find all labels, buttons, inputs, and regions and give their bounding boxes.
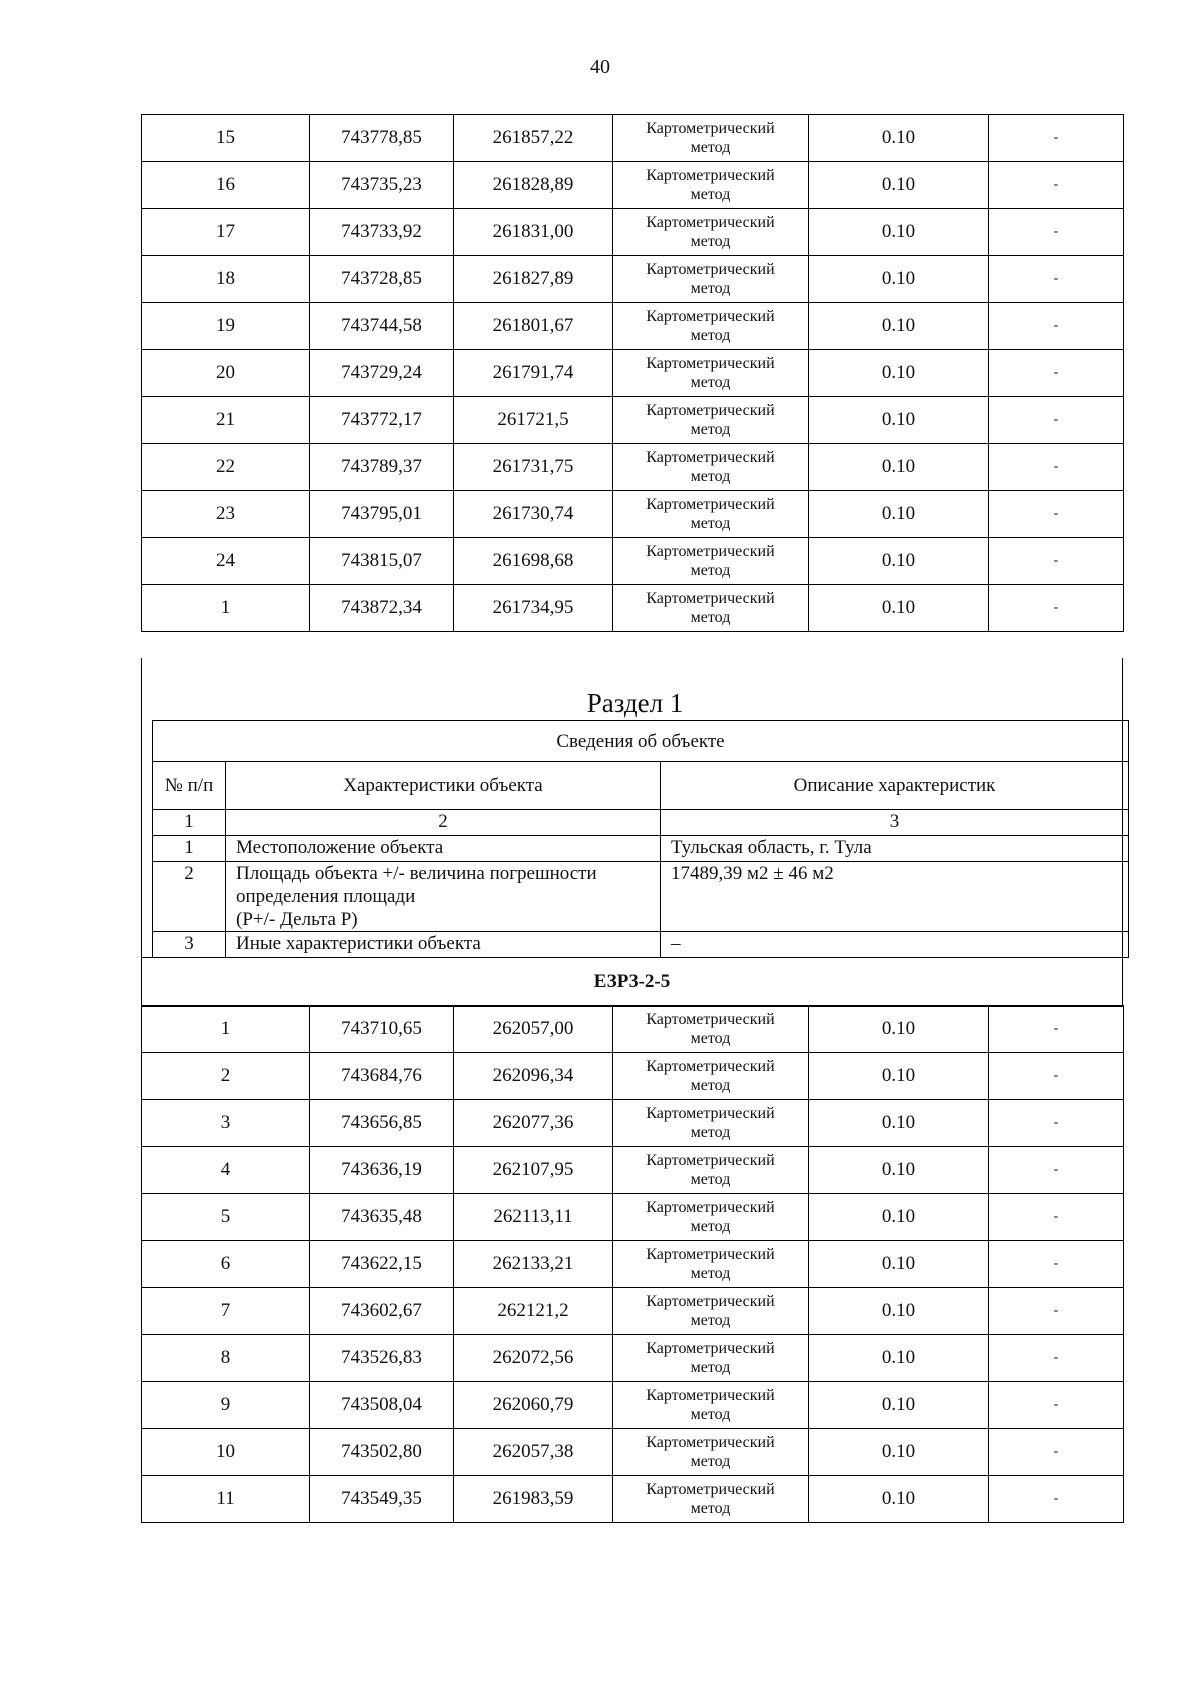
method-label-line2: метод [690, 1218, 731, 1235]
y-coordinate-cell: 262121,2 [454, 1288, 613, 1335]
table-row [142, 115, 1124, 162]
precision-cell: 0.10 [809, 1429, 989, 1476]
header-num-1: 1 [153, 810, 226, 836]
point-number-cell: 5 [142, 1194, 310, 1241]
method-label-line2: метод [690, 515, 731, 532]
method-label-line2: метод [690, 1077, 731, 1094]
precision-cell: 0.10 [809, 491, 989, 538]
table-row [142, 1476, 1124, 1523]
x-coordinate-cell: 743635,48 [310, 1194, 454, 1241]
x-coordinate-cell: 743772,17 [310, 397, 454, 444]
x-coordinate-cell: 743602,67 [310, 1288, 454, 1335]
method-cell [613, 1241, 809, 1288]
table-row [142, 538, 1124, 585]
precision-cell: 0.10 [809, 1335, 989, 1382]
x-coordinate-cell: 743789,37 [310, 444, 454, 491]
y-coordinate-cell: 261857,22 [454, 115, 613, 162]
note-cell: - [989, 585, 1124, 632]
method-label-line2: метод [690, 1500, 731, 1517]
point-number-cell: 7 [142, 1288, 310, 1335]
header-description: Описание характеристик [661, 762, 1129, 810]
x-coordinate-cell: 743735,23 [310, 162, 454, 209]
table-row [142, 1335, 1124, 1382]
precision-cell: 0.10 [809, 444, 989, 491]
note-cell: - [989, 1335, 1124, 1382]
method-label-line2: метод [690, 1124, 731, 1141]
header-no-text: № п/п [164, 774, 214, 796]
table-row [142, 1194, 1124, 1241]
method-label-line2: метод [690, 1265, 731, 1282]
method-label-line1: Картометрический [646, 1152, 775, 1169]
note-cell: - [989, 209, 1124, 256]
precision-cell: 0.10 [809, 209, 989, 256]
y-coordinate-cell: 261828,89 [454, 162, 613, 209]
method-label-line2: метод [690, 233, 731, 250]
point-number-cell: 20 [142, 350, 310, 397]
y-coordinate-cell: 261730,74 [454, 491, 613, 538]
x-coordinate-cell: 743733,92 [310, 209, 454, 256]
note-cell: - [989, 115, 1124, 162]
x-coordinate-cell: 743728,85 [310, 256, 454, 303]
method-label-line2: метод [690, 609, 731, 626]
point-number-cell: 10 [142, 1429, 310, 1476]
note-cell: - [989, 1006, 1124, 1053]
precision-cell: 0.10 [809, 1053, 989, 1100]
x-coordinate-cell: 743729,24 [310, 350, 454, 397]
point-number-cell: 6 [142, 1241, 310, 1288]
note-cell: - [989, 1288, 1124, 1335]
method-label-line1: Картометрический [646, 355, 775, 372]
method-label-line1: Картометрический [646, 261, 775, 278]
note-cell: - [989, 397, 1124, 444]
method-cell [613, 1476, 809, 1523]
info-row-3-value: – [661, 932, 1129, 958]
y-coordinate-cell: 262057,00 [454, 1006, 613, 1053]
info-row-1-value: Тульская область, г. Тула [661, 836, 1129, 862]
precision-cell: 0.10 [809, 162, 989, 209]
note-cell: - [989, 1241, 1124, 1288]
x-coordinate-cell: 743636,19 [310, 1147, 454, 1194]
y-coordinate-cell: 262096,34 [454, 1053, 613, 1100]
point-number-cell: 15 [142, 115, 310, 162]
info-row-1-name: Местоположение объекта [226, 836, 661, 862]
x-coordinate-cell: 743502,80 [310, 1429, 454, 1476]
method-cell [613, 1429, 809, 1476]
method-label-line2: метод [690, 1171, 731, 1188]
note-cell: - [989, 303, 1124, 350]
method-cell [613, 303, 809, 350]
info-row-2-no: 2 [153, 862, 226, 932]
object-info-table [152, 720, 1129, 958]
point-number-cell: 18 [142, 256, 310, 303]
method-cell [613, 115, 809, 162]
note-cell: - [989, 444, 1124, 491]
precision-cell: 0.10 [809, 585, 989, 632]
section-heading: Раздел 1 [586, 688, 684, 718]
method-cell [613, 585, 809, 632]
info-row-2-name [226, 862, 661, 932]
info-row-2-value: 17489,39 м2 ± 46 м2 [661, 862, 1129, 932]
note-cell: - [989, 1429, 1124, 1476]
coordinates-table-body [142, 1006, 1124, 1523]
method-cell [613, 1100, 809, 1147]
table-row [142, 1429, 1124, 1476]
precision-cell: 0.10 [809, 1100, 989, 1147]
table-row [142, 397, 1124, 444]
precision-cell: 0.10 [809, 1241, 989, 1288]
precision-cell: 0.10 [809, 256, 989, 303]
point-number-cell: 1 [142, 1006, 310, 1053]
table-row [142, 444, 1124, 491]
y-coordinate-cell: 262077,36 [454, 1100, 613, 1147]
table-row [142, 303, 1124, 350]
y-coordinate-cell: 261731,75 [454, 444, 613, 491]
table-row [142, 1241, 1124, 1288]
method-label-line1: Картометрический [646, 590, 775, 607]
note-cell: - [989, 162, 1124, 209]
method-label-line1: Картометрический [646, 1199, 775, 1216]
method-label-line2: метод [690, 1406, 731, 1423]
method-label-line2: метод [690, 1453, 731, 1470]
y-coordinate-cell: 262057,38 [454, 1429, 613, 1476]
precision-cell: 0.10 [809, 1382, 989, 1429]
point-number-cell: 21 [142, 397, 310, 444]
method-cell [613, 491, 809, 538]
method-cell [613, 1194, 809, 1241]
info-row-3-no: 3 [153, 932, 226, 958]
method-label-line1: Картометрический [646, 214, 775, 231]
y-coordinate-cell: 261983,59 [454, 1476, 613, 1523]
y-coordinate-cell: 261791,74 [454, 350, 613, 397]
method-cell [613, 397, 809, 444]
x-coordinate-cell: 743656,85 [310, 1100, 454, 1147]
note-cell: - [989, 538, 1124, 585]
table-row [142, 1100, 1124, 1147]
precision-cell: 0.10 [809, 350, 989, 397]
y-coordinate-cell: 261698,68 [454, 538, 613, 585]
precision-cell: 0.10 [809, 1006, 989, 1053]
point-number-cell: 4 [142, 1147, 310, 1194]
x-coordinate-cell: 743684,76 [310, 1053, 454, 1100]
method-label-line1: Картометрический [646, 167, 775, 184]
point-number-cell: 17 [142, 209, 310, 256]
method-label-line2: метод [690, 421, 731, 438]
y-coordinate-cell: 262060,79 [454, 1382, 613, 1429]
note-cell: - [989, 1100, 1124, 1147]
y-coordinate-cell: 262113,11 [454, 1194, 613, 1241]
method-cell [613, 350, 809, 397]
header-no [153, 762, 226, 810]
point-number-cell: 19 [142, 303, 310, 350]
point-number-cell: 2 [142, 1053, 310, 1100]
method-label-line1: Картометрический [646, 1387, 775, 1404]
note-cell: - [989, 1053, 1124, 1100]
y-coordinate-cell: 261827,89 [454, 256, 613, 303]
note-cell: - [989, 491, 1124, 538]
method-label-line1: Картометрический [646, 1246, 775, 1263]
method-label-line1: Картометрический [646, 449, 775, 466]
table-row [142, 1053, 1124, 1100]
y-coordinate-cell: 262072,56 [454, 1335, 613, 1382]
method-cell [613, 1053, 809, 1100]
method-label-line2: метод [690, 1030, 731, 1047]
method-cell [613, 1288, 809, 1335]
point-number-cell: 3 [142, 1100, 310, 1147]
note-cell: - [989, 256, 1124, 303]
x-coordinate-cell: 743622,15 [310, 1241, 454, 1288]
method-cell [613, 1382, 809, 1429]
method-cell [613, 444, 809, 491]
precision-cell: 0.10 [809, 115, 989, 162]
method-label-line2: метод [690, 1312, 731, 1329]
method-cell [613, 538, 809, 585]
method-label-line1: Картометрический [646, 1105, 775, 1122]
info-row-1-no: 1 [153, 836, 226, 862]
precision-cell: 0.10 [809, 1147, 989, 1194]
method-label-line1: Картометрический [646, 402, 775, 419]
table-row [142, 1147, 1124, 1194]
note-cell: - [989, 1194, 1124, 1241]
table-row [142, 256, 1124, 303]
header-characteristics: Характеристики объекта [226, 762, 661, 810]
method-cell [613, 162, 809, 209]
info-row-2-name-line3: (P+/- Дельта P) [236, 909, 358, 930]
x-coordinate-cell: 743872,34 [310, 585, 454, 632]
method-label-line1: Картометрический [646, 1340, 775, 1357]
coordinates-table-body [142, 115, 1124, 632]
table-row [142, 1006, 1124, 1053]
method-cell [613, 256, 809, 303]
coordinates-table-bottom [141, 1005, 1124, 1523]
method-cell [613, 1335, 809, 1382]
method-label-line1: Картометрический [646, 543, 775, 560]
precision-cell: 0.10 [809, 538, 989, 585]
point-number-cell: 16 [142, 162, 310, 209]
method-label-line1: Картометрический [646, 1481, 775, 1498]
object-info-title: Сведения об объекте [153, 721, 1129, 762]
method-cell [613, 1006, 809, 1053]
method-label-line1: Картометрический [646, 308, 775, 325]
method-label-line2: метод [690, 186, 731, 203]
note-cell: - [989, 1476, 1124, 1523]
x-coordinate-cell: 743815,07 [310, 538, 454, 585]
point-number-cell: 9 [142, 1382, 310, 1429]
point-number-cell: 11 [142, 1476, 310, 1523]
y-coordinate-cell: 261831,00 [454, 209, 613, 256]
y-coordinate-cell: 262133,21 [454, 1241, 613, 1288]
method-label-line2: метод [690, 1359, 731, 1376]
precision-cell: 0.10 [809, 397, 989, 444]
precision-cell: 0.10 [809, 1476, 989, 1523]
method-label-line2: метод [690, 468, 731, 485]
info-row-2-name-line2: определения площади [236, 886, 416, 907]
y-coordinate-cell: 261734,95 [454, 585, 613, 632]
method-label-line2: метод [690, 327, 731, 344]
point-number-cell: 22 [142, 444, 310, 491]
x-coordinate-cell: 743526,83 [310, 1335, 454, 1382]
note-cell: - [989, 1147, 1124, 1194]
y-coordinate-cell: 262107,95 [454, 1147, 613, 1194]
header-num-2: 2 [226, 810, 661, 836]
point-number-cell: 23 [142, 491, 310, 538]
x-coordinate-cell: 743508,04 [310, 1382, 454, 1429]
point-number-cell: 24 [142, 538, 310, 585]
point-number-cell: 8 [142, 1335, 310, 1382]
x-coordinate-cell: 743778,85 [310, 115, 454, 162]
method-label-line2: метод [690, 139, 731, 156]
header-num-3: 3 [661, 810, 1129, 836]
method-label-line1: Картометрический [646, 1058, 775, 1075]
x-coordinate-cell: 743795,01 [310, 491, 454, 538]
zone-title: ЕЗРЗ-2-5 [141, 957, 1123, 1007]
x-coordinate-cell: 743744,58 [310, 303, 454, 350]
note-cell: - [989, 1382, 1124, 1429]
method-cell [613, 1147, 809, 1194]
info-row-2-name-line1: Площадь объекта +/- величина погрешности [236, 863, 597, 884]
table-row [142, 1288, 1124, 1335]
x-coordinate-cell: 743710,65 [310, 1006, 454, 1053]
page-number: 40 [590, 56, 610, 78]
table-row [142, 1382, 1124, 1429]
table-row [142, 209, 1124, 256]
coordinates-table-top [141, 114, 1124, 632]
precision-cell: 0.10 [809, 303, 989, 350]
note-cell: - [989, 350, 1124, 397]
method-label-line1: Картометрический [646, 1293, 775, 1310]
table-row [142, 350, 1124, 397]
y-coordinate-cell: 261721,5 [454, 397, 613, 444]
y-coordinate-cell: 261801,67 [454, 303, 613, 350]
x-coordinate-cell: 743549,35 [310, 1476, 454, 1523]
precision-cell: 0.10 [809, 1288, 989, 1335]
method-label-line2: метод [690, 562, 731, 579]
method-label-line1: Картометрический [646, 1434, 775, 1451]
method-label-line2: метод [690, 280, 731, 297]
point-number-cell: 1 [142, 585, 310, 632]
method-label-line1: Картометрический [646, 496, 775, 513]
table-row [142, 585, 1124, 632]
precision-cell: 0.10 [809, 1194, 989, 1241]
method-label-line1: Картометрический [646, 1011, 775, 1028]
method-label-line2: метод [690, 374, 731, 391]
info-row-3-name: Иные характеристики объекта [226, 932, 661, 958]
table-row [142, 491, 1124, 538]
method-label-line1: Картометрический [646, 120, 775, 137]
method-cell [613, 209, 809, 256]
table-row [142, 162, 1124, 209]
